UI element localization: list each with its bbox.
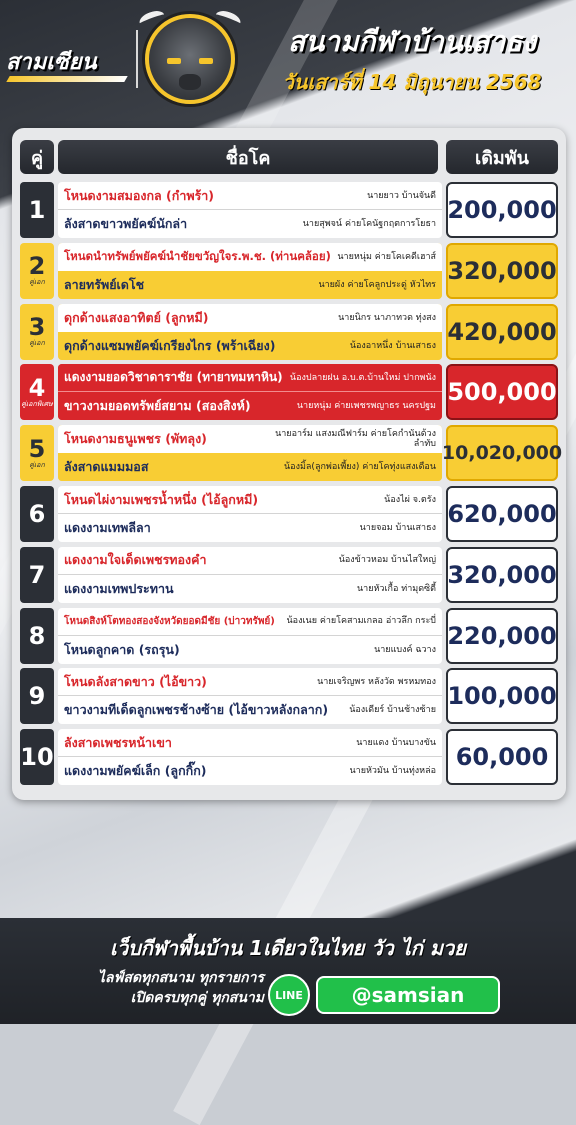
bull-name: ลายทรัพย์เดโช bbox=[64, 276, 145, 292]
pair-number bbox=[20, 486, 54, 542]
owner-name: นายเจริญพร หลังวัด พรหมทอง bbox=[317, 676, 436, 687]
stake-amount: 620,000 bbox=[446, 486, 558, 542]
matchup-names bbox=[58, 547, 442, 603]
matchup-names bbox=[58, 364, 442, 420]
owner-name: นายสุพจน์ ค่ายโคนัฐกฤตการโยธา bbox=[302, 219, 436, 229]
contender-2 bbox=[58, 453, 442, 481]
pair-number bbox=[20, 425, 54, 481]
stake-amount: 500,000 bbox=[446, 364, 558, 420]
bull-name: แดงงามใจเด็ดเพชรทองคำ bbox=[64, 552, 207, 568]
brand-logo bbox=[6, 38, 130, 84]
pair-tag: คู่เอกพิเศษ bbox=[21, 399, 53, 408]
pair-number bbox=[20, 364, 54, 420]
bull-name: ลังสาดแมมมอส bbox=[64, 459, 149, 475]
matchup-names bbox=[58, 668, 442, 724]
table-row bbox=[20, 182, 558, 238]
contender-2 bbox=[58, 392, 442, 420]
pair-tag: คู่เอก bbox=[29, 278, 45, 287]
footer-sub1: ไลฟ์สดทุกสนาม ทุกรายการ bbox=[97, 970, 264, 986]
bull-name: โหนดลูกคาด (รถรุน) bbox=[64, 641, 180, 657]
pair-number bbox=[20, 608, 54, 664]
horn-left bbox=[137, 8, 166, 30]
matchup-names bbox=[58, 425, 442, 481]
owner-name: น้องอาหนึ่ง บ้านเสาธง bbox=[349, 340, 436, 351]
footer-subtext bbox=[54, 968, 264, 1008]
bull-name: ลังสาดเพชรหน้าเขา bbox=[64, 734, 172, 750]
table-row bbox=[20, 243, 558, 299]
bull-name: โหนดนำทรัพย์พยัคฆ์นำชัยขวัญใจร.พ.ช. (ท่านคล้อย) bbox=[64, 248, 331, 263]
owner-name: นายจอม บ้านเสาธง bbox=[359, 523, 436, 533]
schedule-table bbox=[12, 128, 566, 800]
logo-separator bbox=[136, 30, 138, 88]
contender-2 bbox=[58, 210, 442, 238]
brand-name: สามเซียน bbox=[6, 50, 97, 75]
pair-number-value: 8 bbox=[28, 621, 46, 650]
table-row bbox=[20, 364, 558, 420]
header bbox=[0, 0, 576, 118]
event-date: วันเสาร์ที่ 14 มิถุนายน 2568 bbox=[282, 70, 542, 94]
owner-name: น้องปลายฝน อ.บ.ต.บ้านใหม่ ปากพนัง bbox=[289, 372, 436, 383]
contender-2 bbox=[58, 271, 442, 299]
table-row bbox=[20, 547, 558, 603]
owner-name: นายหนุ่ม ค่ายเพชรพญาธร นครปฐม bbox=[296, 401, 436, 412]
matchup-names bbox=[58, 243, 442, 299]
contender-2 bbox=[58, 636, 442, 664]
bull-name: แดงงามเทพลีลา bbox=[64, 520, 151, 535]
bull-name: โหนดลังสาดขาว (ไอ้ขาว) bbox=[64, 673, 207, 689]
owner-name: น้องเดียร์ บ้านช้างซ้าย bbox=[349, 705, 436, 716]
stake-amount: 220,000 bbox=[446, 608, 558, 664]
bull-name: ดุกด้างแสงอาทิตย์ (ลูกหมี) bbox=[64, 309, 209, 325]
owner-name: น้องข้าวหอม บ้านไสใหญ่ bbox=[338, 555, 436, 566]
pair-number bbox=[20, 182, 54, 238]
horn-right bbox=[213, 8, 242, 30]
contender-1 bbox=[58, 425, 442, 453]
owner-name: นายหัวมัน บ้านทุ่งหล่อ bbox=[349, 766, 436, 777]
contender-1 bbox=[58, 364, 442, 392]
owner-name: นายหัวเกื้อ ท่ามุดซิตี้ bbox=[357, 583, 436, 594]
pair-number-value: 1 bbox=[28, 196, 46, 224]
bull-name: โหนดงามสมองกล (กำพร้า) bbox=[64, 187, 215, 203]
bull-mascot-icon bbox=[145, 14, 235, 104]
bull-name: ดุกด้างแซมพยัคฆ์เกรียงไกร (พร้าเฉียง) bbox=[64, 337, 276, 353]
bull-name: ขาวงามยอดทรัพย์สยาม (สองสิงห์) bbox=[64, 398, 251, 414]
contender-2 bbox=[58, 696, 442, 724]
col-header-stake: เดิมพัน bbox=[446, 140, 558, 174]
table-row bbox=[20, 486, 558, 542]
line-icon[interactable]: LINE bbox=[268, 974, 310, 1016]
pair-tag: คู่เอก bbox=[29, 460, 45, 469]
col-header-names: ชื่อโค bbox=[58, 140, 438, 174]
footer-sub2: เปิดครบทุกคู่ ทุกสนาม bbox=[130, 990, 264, 1006]
bull-name: โหนดสิงห์โตทองสองจังหวัดยอดมีชัย (บ่าวทรัพย์) bbox=[64, 615, 275, 627]
pair-number-value: 3 bbox=[28, 313, 46, 342]
table-row bbox=[20, 668, 558, 724]
bull-name: โหนดงามธนูเพชร (พัทลุง) bbox=[64, 431, 207, 447]
brand-underline bbox=[6, 76, 127, 82]
pair-number-value: 4 bbox=[28, 373, 46, 402]
nose bbox=[179, 74, 201, 90]
matchup-names bbox=[58, 729, 442, 785]
owner-name: นายผัง ค่ายโคลูกประดู่ หัวไทร bbox=[318, 279, 436, 290]
bull-name: ขาวงามทีเด็ดลูกเพชรช้างซ้าย (ไอ้ขาวหลังกลาก) bbox=[64, 702, 329, 718]
pair-number bbox=[20, 547, 54, 603]
owner-name: นายอาร์ม แสงมณีฟาร์ม ค่ายโคกำนันด้วง ลำทับ bbox=[275, 429, 436, 450]
owner-name: น้องเนย ค่ายโคสามเกลอ อ่าวลึก กระบี่ bbox=[286, 616, 436, 627]
owner-name: นายแดง บ้านบางขัน bbox=[356, 737, 436, 748]
contender-1 bbox=[58, 486, 442, 514]
table-row bbox=[20, 729, 558, 785]
contender-1 bbox=[58, 547, 442, 575]
stake-amount: 100,000 bbox=[446, 668, 558, 724]
contender-1 bbox=[58, 608, 442, 636]
contender-1 bbox=[58, 729, 442, 757]
stake-amount: 200,000 bbox=[446, 182, 558, 238]
pair-number-value: 5 bbox=[28, 434, 46, 463]
table-row bbox=[20, 304, 558, 360]
footer bbox=[0, 918, 576, 1024]
matchup-names bbox=[58, 486, 442, 542]
footer-headline: เว็บกีฬาพื้นบ้าน 1เดียวในไทย วัว ไก่ มวย bbox=[110, 936, 466, 960]
stake-amount: 320,000 bbox=[446, 547, 558, 603]
owner-name: นายหนุ่ม ค่ายโคเคดีเฮาส์ bbox=[337, 251, 436, 262]
pair-number bbox=[20, 729, 54, 785]
table-row bbox=[20, 608, 558, 664]
pair-number bbox=[20, 668, 54, 724]
bull-name: แดงงามพยัคฆ์เล็ก (ลูกกิ๊ก) bbox=[64, 763, 207, 779]
matchup-names bbox=[58, 304, 442, 360]
bull-name: แดงงามเทพประทาน bbox=[64, 580, 174, 596]
stake-amount: 420,000 bbox=[446, 304, 558, 360]
contender-2 bbox=[58, 757, 442, 785]
pair-number-value: 7 bbox=[28, 560, 46, 589]
stake-amount: 60,000 bbox=[446, 729, 558, 785]
bull-name: ลังสาดขาวพยัคฆ์นักล่า bbox=[64, 216, 188, 231]
matchup-names bbox=[58, 608, 442, 664]
contender-1 bbox=[58, 304, 442, 332]
contender-2 bbox=[58, 575, 442, 603]
contender-1 bbox=[58, 668, 442, 696]
pair-number-value: 6 bbox=[28, 500, 46, 528]
table-row bbox=[20, 425, 563, 481]
contender-2 bbox=[58, 332, 442, 360]
page-title: สนามกีฬาบ้านเสาธง bbox=[287, 25, 536, 58]
owner-name: นายแบงค์ ฉวาง bbox=[374, 644, 436, 655]
contender-1 bbox=[58, 182, 442, 210]
contender-2 bbox=[58, 514, 442, 542]
pair-number-value: 2 bbox=[28, 252, 46, 281]
pair-number-value: 10 bbox=[20, 743, 54, 772]
bull-name: โหนดไผ่งามเพชรน้ำหนึ่ง (ไอ้ลูกหมี) bbox=[64, 491, 259, 507]
owner-name: นายนิกร นาภาทวด ทุ่งสง bbox=[338, 312, 436, 323]
owner-name: นายยาว บ้านจันดี bbox=[367, 190, 436, 201]
col-header-pair: คู่ bbox=[20, 140, 54, 174]
pair-tag: คู่เอก bbox=[29, 339, 45, 348]
eye-right bbox=[199, 58, 213, 64]
bull-name: แดงงามยอดวิชาดาราชัย (ทายาทมหาหิน) bbox=[64, 370, 283, 385]
owner-name: น้องมิ้ล(ลูกพ่อเพี้ยง) ค่ายโคทุ่งแสงเดือน bbox=[284, 462, 436, 473]
pair-number bbox=[20, 304, 54, 360]
matchup-names bbox=[58, 182, 442, 238]
owner-name: น้องไผ่ จ.ตรัง bbox=[384, 494, 436, 505]
stake-amount: 320,000 bbox=[446, 243, 558, 299]
line-handle-button[interactable]: @samsian bbox=[316, 976, 500, 1014]
eye-left bbox=[167, 58, 181, 64]
stake-amount: 10,020,000 bbox=[446, 425, 558, 481]
contender-1 bbox=[58, 243, 442, 271]
pair-number bbox=[20, 243, 54, 299]
pair-number-value: 9 bbox=[28, 682, 46, 711]
